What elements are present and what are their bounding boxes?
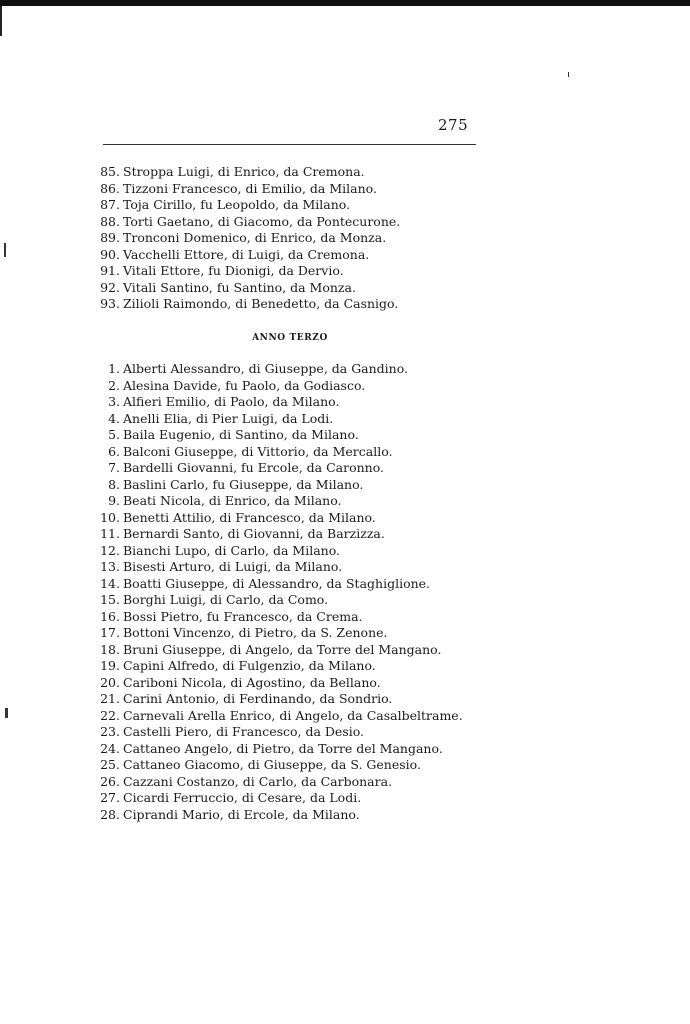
- entry-text: Bardelli Giovanni, fu Ercole, da Caronno.: [123, 460, 384, 475]
- entry-text: Toja Cirillo, fu Leopoldo, da Milano.: [123, 197, 351, 212]
- entry-number: 4.: [108, 410, 120, 426]
- entry-text: Baila Eugenio, di Santino, da Milano.: [123, 427, 359, 442]
- entry-number: 25.: [100, 757, 120, 772]
- entry-number: 89.: [100, 230, 120, 245]
- entry-number: 16.: [100, 608, 120, 624]
- entry-number: 6.: [108, 443, 120, 459]
- entry-text: Alberti Alessandro, di Giuseppe, da Gandino.: [123, 361, 409, 376]
- entry-number: 21.: [100, 691, 120, 706]
- entry-text: Borghi Luigi, di Carlo, da Como.: [123, 592, 329, 607]
- entry-text: Carnevali Arella Enrico, di Angelo, da Casalbeltrame.: [123, 707, 463, 723]
- entry-text: Bruni Giuseppe, di Angelo, da Torre del Mangano.: [123, 641, 442, 657]
- entry-text: Cattaneo Giacomo, di Giuseppe, da S. Genesio.: [123, 757, 421, 772]
- entry-text: Stroppa Luigi, di Enrico, da Cremona.: [123, 164, 365, 179]
- scan-mark: [5, 708, 8, 718]
- entry-text: Tizzoni Francesco, di Emilio, da Milano.: [123, 180, 377, 196]
- entry-text: Balconi Giuseppe, di Vittorio, da Mercallo.: [123, 443, 393, 459]
- entry-number: 20.: [100, 674, 120, 690]
- entry-number: 28.: [100, 806, 120, 822]
- entry-text: Tronconi Domenico, di Enrico, da Monza.: [123, 230, 387, 245]
- entry-number: 27.: [100, 790, 120, 805]
- entry-number: 7.: [108, 460, 120, 475]
- entry-number: 90.: [100, 246, 120, 262]
- page-number: 275: [438, 116, 469, 134]
- entry-number: 5.: [108, 427, 120, 442]
- scan-mark: [4, 243, 6, 257]
- entry-number: 9.: [108, 493, 120, 508]
- entry-text: Bernardi Santo, di Giovanni, da Barzizza.: [123, 526, 385, 541]
- scan-mark: [568, 72, 569, 77]
- entry-text: Castelli Piero, di Francesco, da Desio.: [123, 724, 365, 739]
- scan-left-edge: [0, 6, 2, 36]
- entry-text: Vitali Santino, fu Santino, da Monza.: [123, 279, 356, 295]
- entry-number: 15.: [100, 592, 120, 607]
- entry-number: 19.: [100, 658, 120, 673]
- entry-number: 1.: [108, 361, 120, 376]
- entry-number: 93.: [100, 296, 120, 311]
- entry-number: 91.: [100, 263, 120, 278]
- entry-number: 10.: [100, 509, 120, 525]
- entry-text: Bisesti Arturo, di Luigi, da Milano.: [123, 559, 343, 574]
- entry-text: Vitali Ettore, fu Dionigi, da Dervio.: [123, 263, 344, 278]
- entry-number: 13.: [100, 559, 120, 574]
- entry-text: Baslini Carlo, fu Giuseppe, da Milano.: [123, 476, 364, 492]
- entry-text: Beati Nicola, di Enrico, da Milano.: [123, 493, 342, 508]
- entry-text: Cariboni Nicola, di Agostino, da Bellano.: [123, 674, 381, 690]
- entry-number: 12.: [100, 542, 120, 558]
- entry-text: Bianchi Lupo, di Carlo, da Milano.: [123, 542, 340, 558]
- entry-number: 87.: [100, 197, 120, 212]
- entry-number: 92.: [100, 279, 120, 295]
- entry-text: Torti Gaetano, di Giacomo, da Pontecurone.: [123, 213, 401, 229]
- section-heading: ANNO TERZO: [252, 333, 328, 343]
- entry-text: Carini Antonio, di Ferdinando, da Sondrio.: [123, 691, 393, 706]
- entry-text: Zilioli Raimondo, di Benedetto, da Casnigo.: [123, 296, 399, 311]
- entry-number: 11.: [100, 526, 120, 541]
- entry-number: 3.: [108, 394, 120, 409]
- entry-text: Capini Alfredo, di Fulgenzio, da Milano.: [123, 658, 376, 673]
- entry-number: 26.: [100, 773, 120, 789]
- entry-text: Benetti Attilio, di Francesco, da Milano.: [123, 509, 376, 525]
- entry-number: 88.: [100, 213, 120, 229]
- entry-text: Bottoni Vincenzo, di Pietro, da S. Zenone.: [123, 625, 388, 640]
- entry-text: Bossi Pietro, fu Francesco, da Crema.: [123, 608, 363, 624]
- entry-number: 22.: [100, 707, 120, 723]
- entry-text: Alesina Davide, fu Paolo, da Godiasco.: [123, 377, 366, 393]
- entry-number: 85.: [100, 164, 120, 179]
- entry-text: Cazzani Costanzo, di Carlo, da Carbonara.: [123, 773, 393, 789]
- entry-text: Anelli Elia, di Pier Luigi, da Lodi.: [123, 410, 334, 426]
- entry-text: Cicardi Ferruccio, di Cesare, da Lodi.: [123, 790, 362, 805]
- entry-number: 17.: [100, 625, 120, 640]
- entry-text: Ciprandi Mario, di Ercole, da Milano.: [123, 806, 360, 822]
- header-rule: [103, 144, 476, 145]
- entry-number: 18.: [100, 641, 120, 657]
- entry-number: 2.: [108, 377, 120, 393]
- entry-text: Vacchelli Ettore, di Luigi, da Cremona.: [123, 246, 370, 262]
- entry-number: 23.: [100, 724, 120, 739]
- entry-text: Boatti Giuseppe, di Alessandro, da Staghiglione.: [123, 575, 431, 591]
- entry-number: 14.: [100, 575, 120, 591]
- scan-top-border: [0, 0, 690, 6]
- entry-number: 86.: [100, 180, 120, 196]
- entry-number: 8.: [108, 476, 120, 492]
- entry-text: Alfieri Emilio, di Paolo, da Milano.: [123, 394, 340, 409]
- entry-text: Cattaneo Angelo, di Pietro, da Torre del Mangano.: [123, 740, 443, 756]
- entry-number: 24.: [100, 740, 120, 756]
